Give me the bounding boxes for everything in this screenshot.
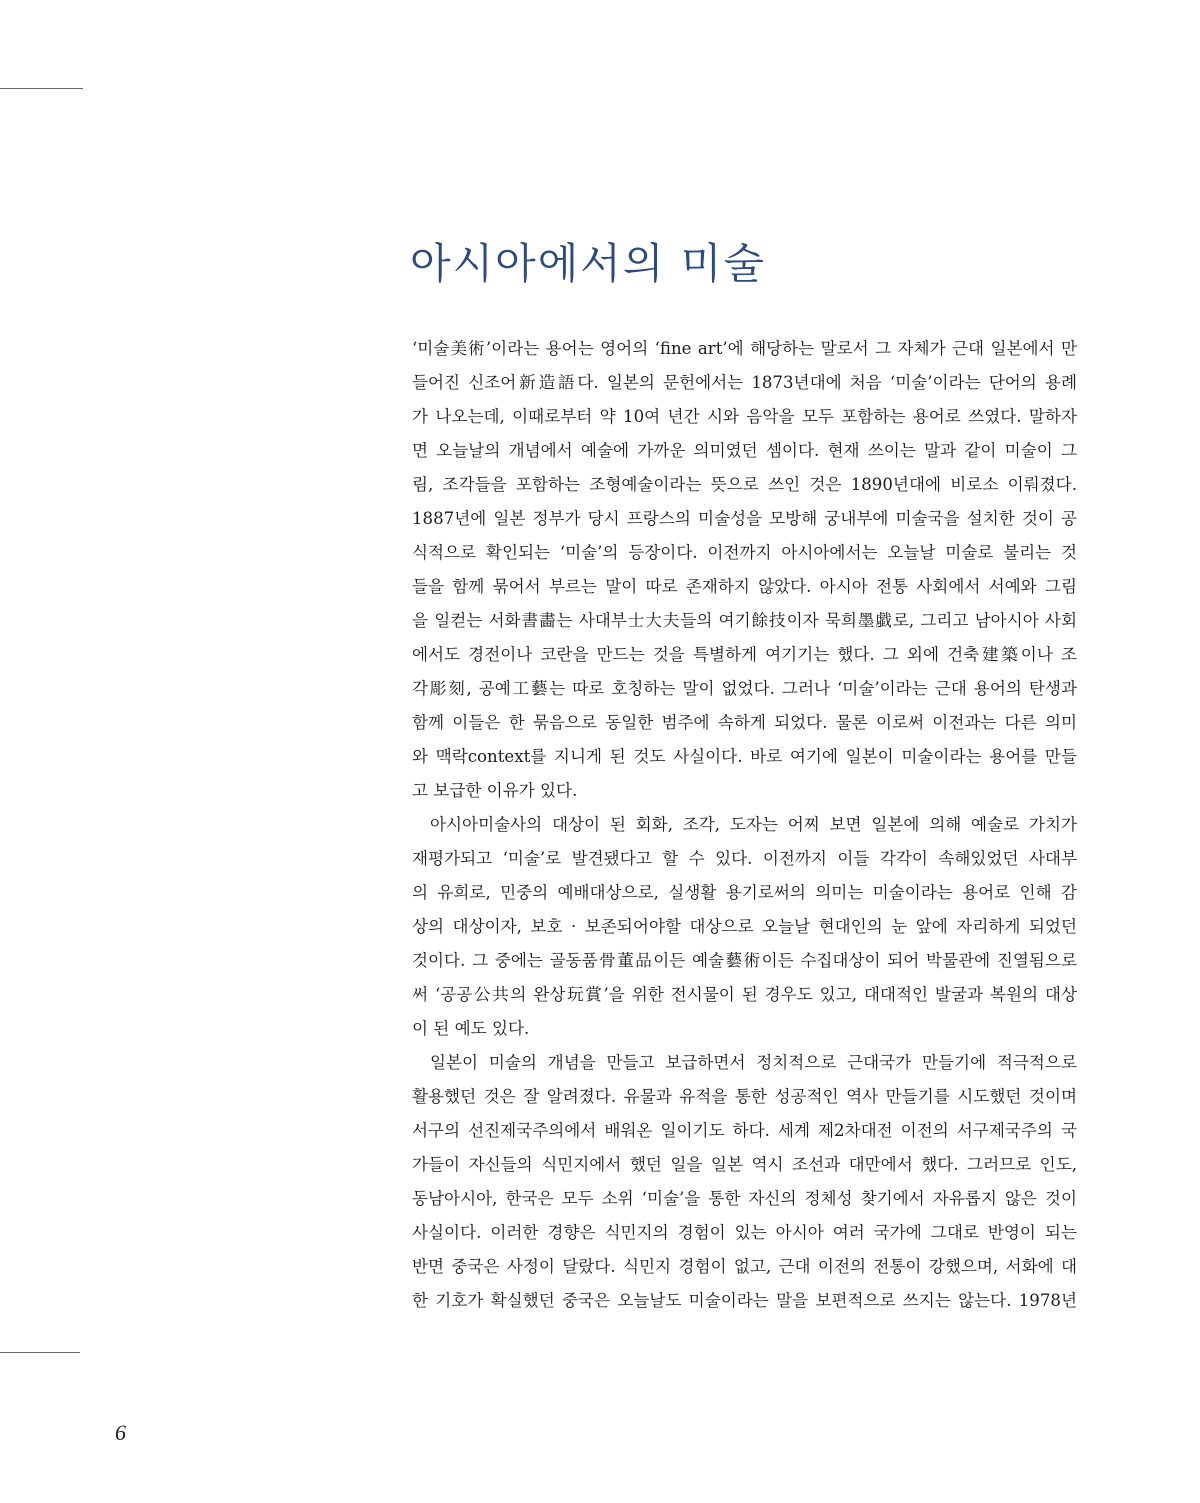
text-line: 활용했던 것은 잘 알려졌다. 유물과 유적을 통한 성공적인 역사 만들기를 시도했던 것이며 (412, 1087, 1077, 1106)
text-line: 식적으로 확인되는 ‘미술’의 등장이다. 이전까지 아시아에서는 오늘날 미술로 불리는 것 (412, 543, 1077, 562)
text-line: 에서도 경전이나 코란을 만드는 것을 특별하게 여기기는 했다. 그 외에 건축建築이나 조 (412, 645, 1077, 664)
text-line: 면 오늘날의 개념에서 예술에 가까운 의미였던 셈이다. 현재 쓰이는 말과 같이 미술이 그 (412, 441, 1077, 460)
text-line: 반면 중국은 사정이 달랐다. 식민지 경험이 없고, 근대 이전의 전통이 강했으며, 서화에 대 (412, 1257, 1077, 1276)
text-line: 들을 함께 묶어서 부르는 말이 따로 존재하지 않았다. 아시아 전통 사회에서 서예와 그림 (412, 577, 1077, 596)
text-line: 각彫刻, 공예工藝는 따로 호칭하는 말이 없었다. 그러나 ‘미술’이라는 근대 용어의 탄생과 (412, 679, 1077, 698)
text-line: 가들이 자신들의 식민지에서 했던 일을 일본 역시 조선과 대만에서 했다. 그러므로 인도, (412, 1155, 1077, 1174)
text-line: 재평가되고 ‘미술’로 발견됐다고 할 수 있다. 이전까지 이들 각각이 속해있었던 사대부 (412, 849, 1077, 868)
page-number: 6 (115, 1420, 126, 1445)
text-line: 동남아시아, 한국은 모두 소위 ‘미술’을 통한 자신의 정체성 찾기에서 자유롭지 않은 것이 (412, 1189, 1077, 1208)
text-line: 써 ‘공공公共의 완상玩賞’을 위한 전시물이 된 경우도 있고, 대대적인 발굴과 복원의 대상 (412, 985, 1077, 1004)
text-line: 이 된 예도 있다. (412, 1019, 530, 1038)
body-text (412, 332, 1077, 1318)
text-line: 을 일컫는 서화書畵는 사대부士大夫들의 여기餘技이자 묵희墨戱로, 그리고 남아시아 사회 (412, 611, 1077, 630)
text-line: 고 보급한 이유가 있다. (412, 781, 578, 800)
text-line: 와 맥락context를 지니게 된 것도 사실이다. 바로 여기에 일본이 미술이라는 용어를 만들 (412, 747, 1077, 766)
page-title: 아시아에서의 미술 (410, 239, 766, 288)
text-line: 1887년에 일본 정부가 당시 프랑스의 미술성을 모방해 궁내부에 미술국을 설치한 것이 공 (412, 509, 1077, 528)
text-line: 들어진 신조어新造語다. 일본의 문헌에서는 1873년대에 처음 ‘미술’이라는 단어의 용례 (412, 373, 1077, 392)
text-line: 림, 조각들을 포함하는 조형예술이라는 뜻으로 쓰인 것은 1890년대에 비로소 이뤄졌다. (412, 475, 1077, 494)
text-line: 아시아미술사의 대상이 된 회화, 조각, 도자는 어찌 보면 일본에 의해 예술로 가치가 (430, 815, 1077, 834)
top-left-rule (0, 88, 83, 89)
text-line: ‘미술美術’이라는 용어는 영어의 ‘fine art’에 해당하는 말로서 그 자체가 근대 일본에서 만 (412, 339, 1077, 358)
text-line: 상의 대상이자, 보호 · 보존되어야할 대상으로 오늘날 현대인의 눈 앞에 자리하게 되었던 (412, 917, 1077, 936)
text-line: 일본이 미술의 개념을 만들고 보급하면서 정치적으로 근대국가 만들기에 적극적으로 (430, 1053, 1077, 1072)
text-line: 사실이다. 이러한 경향은 식민지의 경험이 있는 아시아 여러 국가에 그대로 반영이 되는 (412, 1223, 1077, 1242)
text-line: 것이다. 그 중에는 골동품骨董品이든 예술藝術이든 수집대상이 되어 박물관에 진열됨으로 (412, 951, 1077, 970)
text-line: 한 기호가 확실했던 중국은 오늘날도 미술이라는 말을 보편적으로 쓰지는 않는다. 1978년 (412, 1291, 1077, 1310)
text-line: 가 나오는데, 이때로부터 약 10여 년간 시와 음악을 모두 포함하는 용어로 쓰였다. 말하자 (412, 407, 1077, 426)
text-line: 의 유희로, 민중의 예배대상으로, 실생활 용기로써의 의미는 미술이라는 용어로 인해 감 (412, 883, 1077, 902)
bottom-left-rule (0, 1352, 80, 1353)
text-line: 함께 이들은 한 묶음으로 동일한 범주에 속하게 되었다. 물론 이로써 이전과는 다른 의미 (412, 713, 1077, 732)
text-line: 서구의 선진제국주의에서 배워온 일이기도 하다. 세계 제2차대전 이전의 서구제국주의 국 (412, 1121, 1077, 1140)
